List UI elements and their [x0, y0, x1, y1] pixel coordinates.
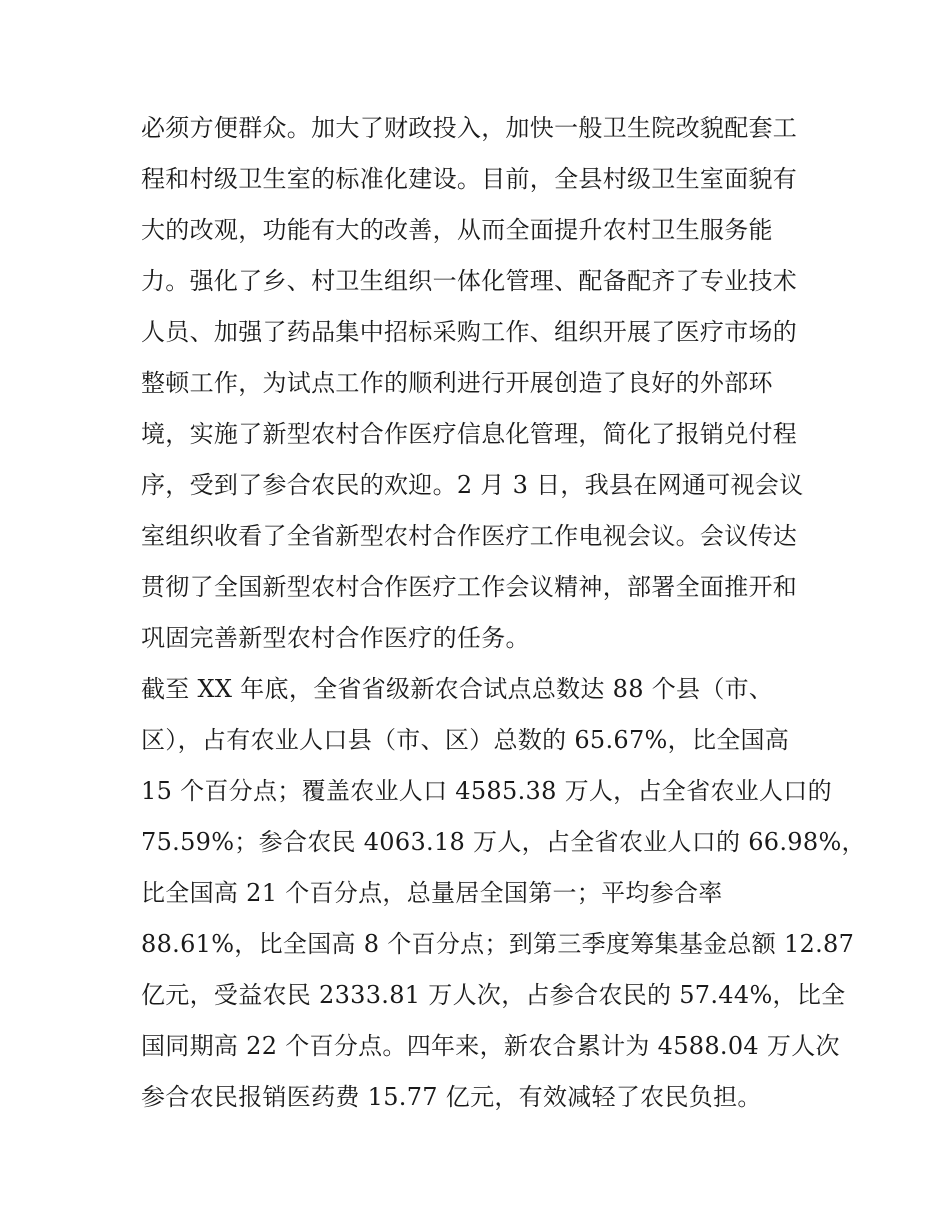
text-line: 必须方便群众。加大了财政投入，加快一般卫生院改貌配套工: [141, 114, 798, 142]
text-line: 贯彻了全国新型农村合作医疗工作会议精神，部署全面推开和: [141, 573, 798, 601]
text-line: 程和村级卫生室的标准化建设。目前，全县村级卫生室面貌有: [141, 165, 798, 193]
text-line: 力。强化了乡、村卫生组织一体化管理、配备配齐了专业技术: [141, 267, 798, 295]
body-text: [141, 103, 866, 1123]
text-line: 88.61%，比全国高 8 个百分点；到第三季度筹集基金总额 12.87: [141, 930, 855, 958]
text-line: 区），占有农业人口县（市、区）总数的 65.67%，比全国高: [141, 726, 790, 754]
text-line: 巩固完善新型农村合作医疗的任务。: [141, 624, 530, 652]
text-line: 序，受到了参合农民的欢迎。2 月 3 日，我县在网通可视会议: [141, 471, 804, 499]
text-line: 75.59%；参合农民 4063.18 万人，占全省农业人口的 66.98%，: [141, 828, 866, 856]
text-line: 大的改观，功能有大的改善，从而全面提升农村卫生服务能: [141, 216, 773, 244]
text-line: 15 个百分点；覆盖农业人口 4585.38 万人，占全省农业人口的: [141, 777, 832, 805]
text-line: 室组织收看了全省新型农村合作医疗工作电视会议。会议传达: [141, 522, 798, 550]
text-line: 亿元，受益农民 2333.81 万人次，占参合农民的 57.44%，比全: [141, 981, 846, 1009]
text-line: 参合农民报销医药费 15.77 亿元，有效减轻了农民负担。: [141, 1083, 762, 1111]
text-line: 境，实施了新型农村合作医疗信息化管理，简化了报销兑付程: [141, 420, 798, 448]
text-line: 整顿工作，为试点工作的顺利进行开展创造了良好的外部环: [141, 369, 773, 397]
text-line: 国同期高 22 个百分点。四年来，新农合累计为 4588.04 万人次: [141, 1032, 840, 1060]
text-line: 人员、加强了药品集中招标采购工作、组织开展了医疗市场的: [141, 318, 798, 346]
text-line: 截至 XX 年底，全省省级新农合试点总数达 88 个县（市、: [141, 675, 774, 703]
text-line: 比全国高 21 个百分点，总量居全国第一；平均参合率: [141, 879, 723, 907]
